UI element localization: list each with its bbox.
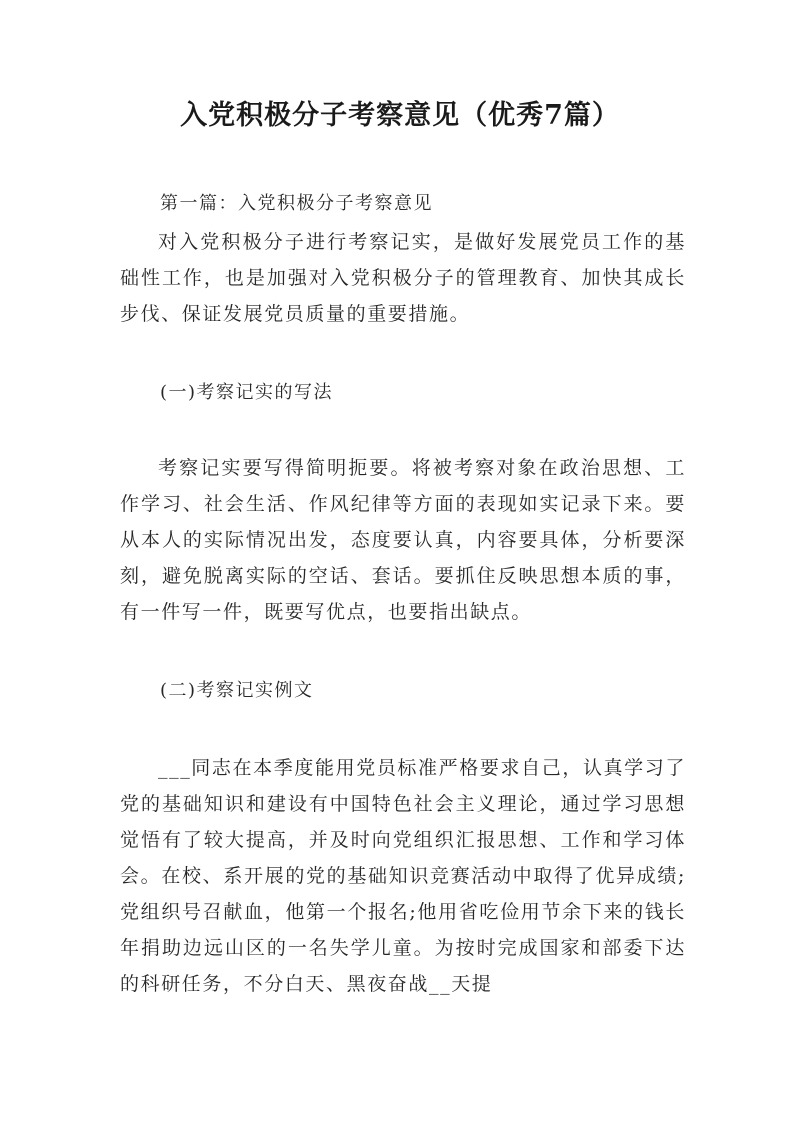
section2-paragraph: ___同志在本季度能用党员标准严格要求自己，认真学习了党的基础知识和建设有中国特色社会主义理论，通过学习思想觉悟有了较大提高，并及时向党组织汇报思想、工作和学习体会。在校、系开展的党的基础知识竞赛活动中取得了优异成绩;党组织号召献血，他第一个报名;他用省吃俭用节余下来的钱长年捐助边远山区的一名失学儿童。为按时完成国家和部委下达的科研任务，不分白天、黑夜奋战__天提 <box>120 757 686 995</box>
section1-paragraph: 考察记实要写得简明扼要。将被考察对象在政治思想、工作学习、社会生活、作风纪律等方面的表现如实记录下来。要从本人的实际情况出发，态度要认真，内容要具体，分析要深刻，避免脱离实际的空话、套话。要抓住反映思想本质的事，有一件写一件，既要写优点，也要指出缺点。 <box>120 457 686 623</box>
section2-heading: (二)考察记实例文 <box>160 680 314 701</box>
section2-paragraph-block <box>120 750 686 1002</box>
document-title: 入党积极分子考察意见（优秀7篇） <box>180 100 620 131</box>
intro-paragraph: 对入党积极分子进行考察记实，是做好发展党员工作的基础性工作，也是加强对入党积极分子的管理教育、加快其成长步伐、保证发展党员质量的重要措施。 <box>120 231 686 325</box>
chapter-heading: 第一篇：入党积极分子考察意见 <box>160 193 433 214</box>
intro-paragraph-block <box>120 224 686 332</box>
section1-heading: (一)考察记实的写法 <box>160 382 334 403</box>
section1-paragraph-block <box>120 450 686 630</box>
